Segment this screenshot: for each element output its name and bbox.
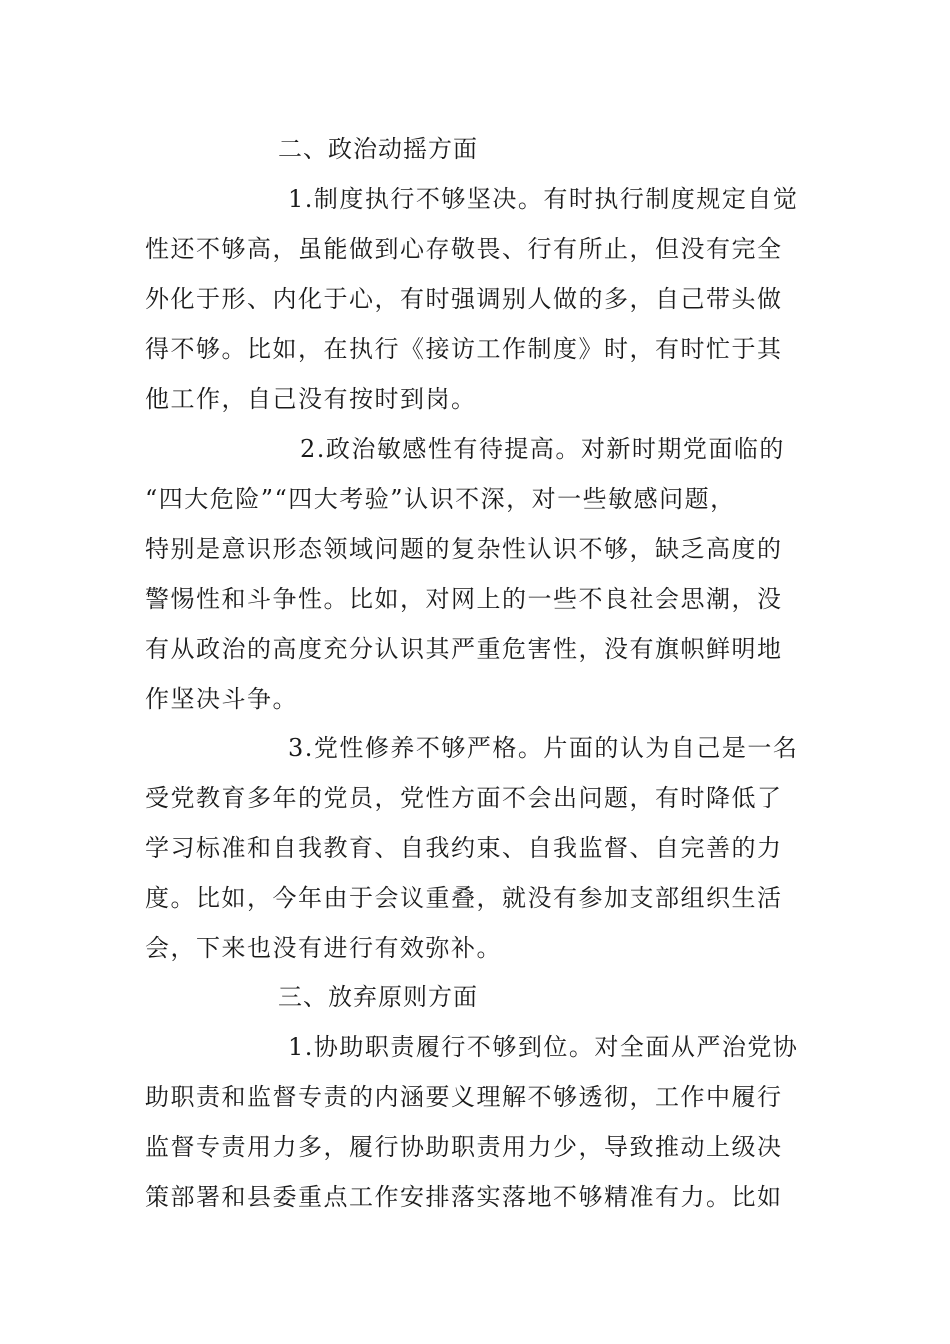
paragraph-line: 会，下来也没有进行有效弥补。 xyxy=(145,934,502,962)
paragraph-line: 警惕性和斗争性。比如，对网上的一些不良社会思潮，没 xyxy=(145,585,783,613)
paragraph-line: 1.协助职责履行不够到位。对全面从严治党协 xyxy=(288,1033,799,1061)
section-heading-principle: 三、放弃原则方面 xyxy=(278,983,478,1011)
paragraph-line: 助职责和监督专责的内涵要义理解不够透彻，工作中履行 xyxy=(145,1083,783,1111)
paragraph-line: 学习标准和自我教育、自我约束、自我监督、自完善的力 xyxy=(145,834,783,862)
paragraph-line: 外化于形、内化于心，有时强调别人做的多，自己带头做 xyxy=(145,285,783,313)
paragraph-line: 性还不够高，虽能做到心存敬畏、行有所止，但没有完全 xyxy=(145,235,783,263)
paragraph-line: “四大危险”“四大考验”认识不深，对一些敏感问题， xyxy=(145,485,736,513)
paragraph-line: 得不够。比如，在执行《接访工作制度》时，有时忙于其 xyxy=(145,335,783,363)
paragraph-line: 监督专责用力多，履行协助职责用力少，导致推动上级决 xyxy=(145,1133,783,1161)
paragraph-line: 2.政治敏感性有待提高。对新时期党面临的 xyxy=(300,435,785,463)
paragraph-line: 作坚决斗争。 xyxy=(145,685,298,713)
paragraph-line: 他工作，自己没有按时到岗。 xyxy=(145,385,477,413)
paragraph-line: 特别是意识形态领域问题的复杂性认识不够，缺乏高度的 xyxy=(145,535,783,563)
paragraph-line: 1.制度执行不够坚决。有时执行制度规定自觉 xyxy=(288,185,799,213)
paragraph-line: 有从政治的高度充分认识其严重危害性，没有旗帜鲜明地 xyxy=(145,635,783,663)
paragraph-line: 3.党性修养不够严格。片面的认为自己是一名 xyxy=(288,734,799,762)
paragraph-line: 受党教育多年的党员，党性方面不会出问题，有时降低了 xyxy=(145,784,783,812)
paragraph-line: 度。比如，今年由于会议重叠，就没有参加支部组织生活 xyxy=(145,884,783,912)
section-heading-political: 二、政治动摇方面 xyxy=(278,135,478,163)
paragraph-line: 策部署和县委重点工作安排落实落地不够精准有力。比如 xyxy=(145,1183,783,1211)
